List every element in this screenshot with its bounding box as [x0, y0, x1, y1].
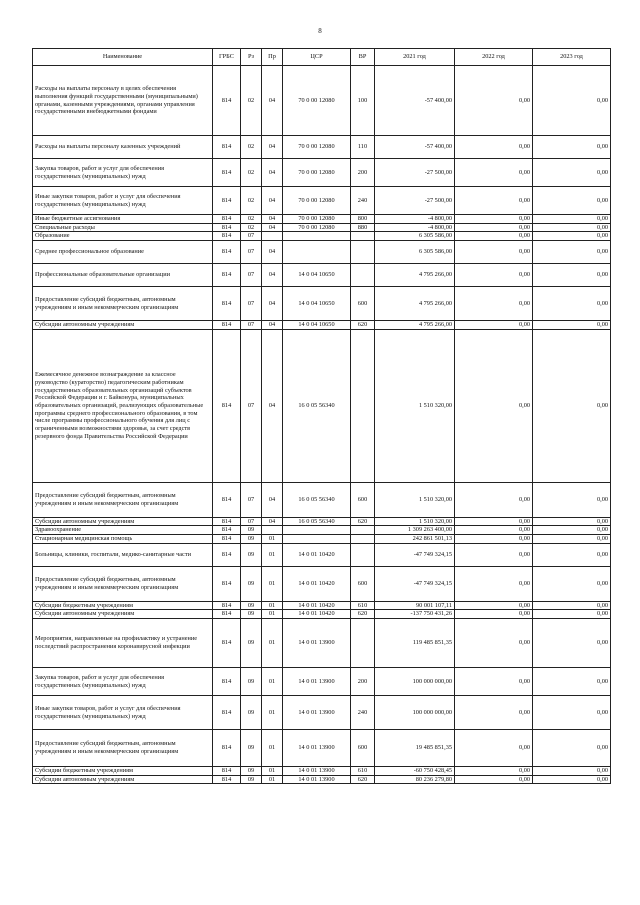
- cell-csr: 14 0 01 10420: [283, 601, 351, 610]
- cell-vr: [351, 543, 375, 566]
- cell-2023: 0,00: [533, 543, 611, 566]
- cell-2023: 0,00: [533, 619, 611, 668]
- cell-rz: 09: [241, 610, 262, 619]
- cell-2021: 19 485 851,35: [375, 730, 455, 767]
- cell-rz: 09: [241, 543, 262, 566]
- cell-2022: 0,00: [455, 526, 533, 535]
- cell-name: Образование: [33, 232, 213, 241]
- cell-pr: 04: [262, 241, 283, 264]
- header-2023: 2023 год: [533, 49, 611, 66]
- cell-name: Стационарная медицинская помощь: [33, 535, 213, 544]
- cell-2021: 4 795 266,00: [375, 287, 455, 321]
- cell-name: Закупка товаров, работ и услуг для обеспечения государственных (муниципальных) нужд: [33, 159, 213, 187]
- cell-grbs: 814: [213, 601, 241, 610]
- cell-2023: 0,00: [533, 321, 611, 330]
- table-row: [33, 136, 611, 159]
- cell-2023: 0,00: [533, 187, 611, 215]
- header-grbs: ГРБС: [213, 49, 241, 66]
- cell-2022: 0,00: [455, 223, 533, 232]
- cell-grbs: 814: [213, 610, 241, 619]
- cell-csr: 14 0 01 13900: [283, 767, 351, 776]
- cell-rz: 09: [241, 619, 262, 668]
- cell-name: Ежемесячное денежное вознаграждение за классное руководство (кураторство) педагогическим работникам государственных образовательных организаций субъектов Российской Федерации и г. Байконура, муниципальных образовательных организаций, реализующих образовательные программы среднего профессионального образования, в том числе программы профессионального обучения для лиц с ограниченными возможностями здоровья, за счет средств резервного фонда Правительства Российской Федерации: [33, 329, 213, 482]
- cell-2021: -137 750 431,26: [375, 610, 455, 619]
- cell-pr: 04: [262, 223, 283, 232]
- cell-rz: 02: [241, 159, 262, 187]
- cell-2022: 0,00: [455, 696, 533, 730]
- cell-grbs: 814: [213, 668, 241, 696]
- table-row: [33, 321, 611, 330]
- cell-csr: 70 0 00 12080: [283, 223, 351, 232]
- cell-2023: 0,00: [533, 232, 611, 241]
- table-row: [33, 223, 611, 232]
- cell-rz: 09: [241, 566, 262, 601]
- cell-grbs: 814: [213, 566, 241, 601]
- table-row: [33, 482, 611, 517]
- table-row: [33, 730, 611, 767]
- cell-2023: 0,00: [533, 517, 611, 526]
- cell-name: Иные бюджетные ассигнования: [33, 215, 213, 224]
- cell-grbs: 814: [213, 136, 241, 159]
- cell-2023: 0,00: [533, 264, 611, 287]
- cell-2022: 0,00: [455, 730, 533, 767]
- cell-csr: 70 0 00 12080: [283, 159, 351, 187]
- table-row: [33, 187, 611, 215]
- cell-vr: 620: [351, 321, 375, 330]
- cell-pr: 01: [262, 775, 283, 784]
- cell-2023: 0,00: [533, 696, 611, 730]
- cell-pr: 04: [262, 215, 283, 224]
- cell-rz: 09: [241, 767, 262, 776]
- cell-2022: 0,00: [455, 543, 533, 566]
- cell-pr: 01: [262, 610, 283, 619]
- table-row: [33, 264, 611, 287]
- cell-pr: 01: [262, 619, 283, 668]
- cell-pr: 01: [262, 730, 283, 767]
- cell-2021: -4 800,00: [375, 223, 455, 232]
- cell-2022: 0,00: [455, 517, 533, 526]
- cell-2022: 0,00: [455, 775, 533, 784]
- cell-name: Больницы, клиники, госпитали, медико-санитарные части: [33, 543, 213, 566]
- cell-vr: [351, 329, 375, 482]
- cell-name: Иные закупки товаров, работ и услуг для обеспечения государственных (муниципальных) нужд: [33, 187, 213, 215]
- cell-2023: 0,00: [533, 329, 611, 482]
- cell-vr: 110: [351, 136, 375, 159]
- cell-rz: 07: [241, 321, 262, 330]
- cell-2021: -47 749 324,15: [375, 543, 455, 566]
- table-row: [33, 66, 611, 136]
- cell-csr: 16 0 05 56340: [283, 517, 351, 526]
- cell-vr: [351, 535, 375, 544]
- cell-2021: -57 400,00: [375, 66, 455, 136]
- cell-name: Субсидии бюджетным учреждениям: [33, 767, 213, 776]
- cell-pr: 04: [262, 136, 283, 159]
- cell-2021: 4 795 266,00: [375, 264, 455, 287]
- cell-2023: 0,00: [533, 566, 611, 601]
- cell-2022: 0,00: [455, 767, 533, 776]
- table-row: [33, 610, 611, 619]
- cell-2022: 0,00: [455, 241, 533, 264]
- cell-2022: 0,00: [455, 566, 533, 601]
- cell-pr: 01: [262, 668, 283, 696]
- cell-pr: 04: [262, 517, 283, 526]
- cell-2022: 0,00: [455, 66, 533, 136]
- cell-grbs: 814: [213, 232, 241, 241]
- cell-grbs: 814: [213, 264, 241, 287]
- cell-2021: 1 309 263 400,00: [375, 526, 455, 535]
- budget-table: [32, 48, 611, 784]
- cell-csr: 14 0 01 13900: [283, 775, 351, 784]
- cell-grbs: 814: [213, 241, 241, 264]
- cell-vr: [351, 241, 375, 264]
- cell-grbs: 814: [213, 535, 241, 544]
- cell-pr: 01: [262, 767, 283, 776]
- cell-vr: 200: [351, 159, 375, 187]
- cell-rz: 07: [241, 241, 262, 264]
- cell-csr: [283, 526, 351, 535]
- table-row: [33, 526, 611, 535]
- cell-grbs: 814: [213, 321, 241, 330]
- cell-csr: 14 0 01 10420: [283, 610, 351, 619]
- cell-csr: 14 0 01 13900: [283, 619, 351, 668]
- cell-vr: [351, 619, 375, 668]
- cell-rz: 02: [241, 215, 262, 224]
- cell-2023: 0,00: [533, 223, 611, 232]
- cell-vr: 610: [351, 601, 375, 610]
- cell-2021: 90 001 107,11: [375, 601, 455, 610]
- cell-2022: 0,00: [455, 136, 533, 159]
- cell-2021: 119 485 851,35: [375, 619, 455, 668]
- cell-pr: 01: [262, 543, 283, 566]
- cell-2021: -27 500,00: [375, 159, 455, 187]
- cell-vr: 240: [351, 187, 375, 215]
- cell-csr: 70 0 00 12080: [283, 66, 351, 136]
- cell-csr: 16 0 05 56340: [283, 329, 351, 482]
- cell-2021: 100 000 000,00: [375, 696, 455, 730]
- cell-2022: 0,00: [455, 159, 533, 187]
- table-row: [33, 668, 611, 696]
- cell-rz: 07: [241, 232, 262, 241]
- cell-vr: 240: [351, 696, 375, 730]
- cell-2023: 0,00: [533, 215, 611, 224]
- cell-pr: 04: [262, 287, 283, 321]
- cell-csr: 70 0 00 12080: [283, 187, 351, 215]
- cell-pr: [262, 526, 283, 535]
- table-row: [33, 329, 611, 482]
- cell-2023: 0,00: [533, 159, 611, 187]
- cell-2021: 80 236 279,80: [375, 775, 455, 784]
- cell-rz: 09: [241, 696, 262, 730]
- cell-2023: 0,00: [533, 241, 611, 264]
- table-row: [33, 241, 611, 264]
- cell-rz: 09: [241, 668, 262, 696]
- cell-vr: 620: [351, 517, 375, 526]
- cell-2023: 0,00: [533, 287, 611, 321]
- cell-2021: -47 749 324,15: [375, 566, 455, 601]
- cell-csr: 14 0 01 13900: [283, 730, 351, 767]
- cell-2022: 0,00: [455, 482, 533, 517]
- cell-csr: 14 0 01 13900: [283, 696, 351, 730]
- cell-vr: 880: [351, 223, 375, 232]
- cell-2023: 0,00: [533, 66, 611, 136]
- cell-name: Субсидии автономным учреждениям: [33, 610, 213, 619]
- cell-grbs: 814: [213, 187, 241, 215]
- cell-2023: 0,00: [533, 775, 611, 784]
- cell-vr: 600: [351, 566, 375, 601]
- cell-csr: [283, 535, 351, 544]
- cell-rz: 02: [241, 223, 262, 232]
- table-row: [33, 543, 611, 566]
- cell-2022: 0,00: [455, 535, 533, 544]
- table-row: [33, 696, 611, 730]
- table-row: [33, 215, 611, 224]
- cell-2023: 0,00: [533, 482, 611, 517]
- cell-2022: 0,00: [455, 610, 533, 619]
- cell-pr: 04: [262, 66, 283, 136]
- cell-name: Профессиональные образовательные организации: [33, 264, 213, 287]
- cell-name: Иные закупки товаров, работ и услуг для обеспечения государственных (муниципальных) нужд: [33, 696, 213, 730]
- cell-pr: 04: [262, 329, 283, 482]
- cell-2022: 0,00: [455, 668, 533, 696]
- cell-rz: 07: [241, 264, 262, 287]
- cell-vr: [351, 264, 375, 287]
- cell-name: Субсидии автономным учреждениям: [33, 775, 213, 784]
- cell-name: Расходы на выплаты персоналу казенных учреждений: [33, 136, 213, 159]
- cell-rz: 09: [241, 526, 262, 535]
- cell-rz: 02: [241, 136, 262, 159]
- cell-rz: 09: [241, 730, 262, 767]
- table-row: [33, 775, 611, 784]
- cell-vr: [351, 232, 375, 241]
- cell-2023: 0,00: [533, 136, 611, 159]
- cell-pr: 04: [262, 321, 283, 330]
- cell-2021: -60 750 428,45: [375, 767, 455, 776]
- cell-name: Предоставление субсидий бюджетным, автономным учреждениям и иным некоммерческим организациям: [33, 730, 213, 767]
- cell-name: Субсидии автономным учреждениям: [33, 517, 213, 526]
- cell-grbs: 814: [213, 223, 241, 232]
- cell-2023: 0,00: [533, 535, 611, 544]
- cell-2021: -27 500,00: [375, 187, 455, 215]
- cell-rz: 07: [241, 287, 262, 321]
- cell-2021: 242 861 501,13: [375, 535, 455, 544]
- cell-vr: 100: [351, 66, 375, 136]
- header-2021: 2021 год: [375, 49, 455, 66]
- cell-2022: 0,00: [455, 232, 533, 241]
- cell-2022: 0,00: [455, 321, 533, 330]
- cell-2021: -4 800,00: [375, 215, 455, 224]
- cell-csr: 14 0 01 10420: [283, 543, 351, 566]
- cell-rz: 07: [241, 482, 262, 517]
- cell-rz: 02: [241, 66, 262, 136]
- cell-csr: 14 0 01 13900: [283, 668, 351, 696]
- cell-pr: 04: [262, 482, 283, 517]
- table-row: [33, 566, 611, 601]
- cell-2022: 0,00: [455, 264, 533, 287]
- cell-pr: 04: [262, 264, 283, 287]
- cell-pr: 01: [262, 696, 283, 730]
- cell-rz: 09: [241, 601, 262, 610]
- cell-2021: 6 305 586,00: [375, 232, 455, 241]
- cell-grbs: 814: [213, 66, 241, 136]
- cell-grbs: 814: [213, 287, 241, 321]
- header-rz: Рз: [241, 49, 262, 66]
- cell-pr: 01: [262, 601, 283, 610]
- header-csr: ЦСР: [283, 49, 351, 66]
- cell-grbs: 814: [213, 159, 241, 187]
- cell-vr: 800: [351, 215, 375, 224]
- cell-csr: 14 0 01 10420: [283, 566, 351, 601]
- cell-csr: 14 0 04 10650: [283, 287, 351, 321]
- cell-pr: 01: [262, 535, 283, 544]
- table-row: [33, 287, 611, 321]
- cell-name: Расходы на выплаты персоналу в целях обеспечения выполнения функций государственными (муниципальными) органами, казенными учреждениями, органами управления государственными внебюджетными фондами: [33, 66, 213, 136]
- cell-2021: 6 305 586,00: [375, 241, 455, 264]
- table-header-row: [33, 49, 611, 66]
- cell-grbs: 814: [213, 619, 241, 668]
- cell-2021: 1 510 320,00: [375, 517, 455, 526]
- cell-rz: 07: [241, 329, 262, 482]
- cell-rz: 09: [241, 535, 262, 544]
- table-row: [33, 601, 611, 610]
- cell-csr: 16 0 05 56340: [283, 482, 351, 517]
- cell-rz: 07: [241, 517, 262, 526]
- cell-name: Субсидии бюджетным учреждениям: [33, 601, 213, 610]
- cell-name: Предоставление субсидий бюджетным, автономным учреждениям и иным некоммерческим организациям: [33, 287, 213, 321]
- cell-name: Мероприятия, направленные на профилактику и устранение последствий распространения коронавирусной инфекции: [33, 619, 213, 668]
- cell-name: Субсидии автономным учреждениям: [33, 321, 213, 330]
- cell-grbs: 814: [213, 329, 241, 482]
- cell-2021: 4 795 266,00: [375, 321, 455, 330]
- cell-vr: 620: [351, 610, 375, 619]
- header-pr: Пр: [262, 49, 283, 66]
- cell-vr: 600: [351, 730, 375, 767]
- cell-name: Предоставление субсидий бюджетным, автономным учреждениям и иным некоммерческим организациям: [33, 566, 213, 601]
- cell-grbs: 814: [213, 526, 241, 535]
- page-number: 8: [318, 27, 322, 35]
- cell-2023: 0,00: [533, 668, 611, 696]
- cell-csr: 70 0 00 12080: [283, 136, 351, 159]
- table-row: [33, 159, 611, 187]
- cell-2021: 1 510 320,00: [375, 329, 455, 482]
- cell-vr: 620: [351, 775, 375, 784]
- cell-vr: 610: [351, 767, 375, 776]
- cell-vr: 200: [351, 668, 375, 696]
- cell-2023: 0,00: [533, 610, 611, 619]
- cell-csr: 14 0 04 10650: [283, 264, 351, 287]
- cell-rz: 09: [241, 775, 262, 784]
- table-row: [33, 767, 611, 776]
- cell-2022: 0,00: [455, 601, 533, 610]
- cell-2021: 1 510 320,00: [375, 482, 455, 517]
- cell-csr: [283, 232, 351, 241]
- cell-2023: 0,00: [533, 767, 611, 776]
- cell-csr: 70 0 00 12080: [283, 215, 351, 224]
- cell-csr: [283, 241, 351, 264]
- cell-grbs: 814: [213, 767, 241, 776]
- table-row: [33, 517, 611, 526]
- cell-name: Закупка товаров, работ и услуг для обеспечения государственных (муниципальных) нужд: [33, 668, 213, 696]
- header-name: Наименование: [33, 49, 213, 66]
- cell-name: Предоставление субсидий бюджетным, автономным учреждениям и иным некоммерческим организациям: [33, 482, 213, 517]
- cell-2023: 0,00: [533, 526, 611, 535]
- header-vr: ВР: [351, 49, 375, 66]
- cell-vr: 600: [351, 482, 375, 517]
- cell-2022: 0,00: [455, 187, 533, 215]
- cell-2023: 0,00: [533, 730, 611, 767]
- cell-grbs: 814: [213, 482, 241, 517]
- cell-rz: 02: [241, 187, 262, 215]
- table-body: [33, 66, 611, 784]
- cell-pr: 04: [262, 187, 283, 215]
- cell-pr: 04: [262, 159, 283, 187]
- cell-grbs: 814: [213, 730, 241, 767]
- cell-2022: 0,00: [455, 329, 533, 482]
- cell-vr: 600: [351, 287, 375, 321]
- cell-csr: 14 0 04 10650: [283, 321, 351, 330]
- cell-2022: 0,00: [455, 619, 533, 668]
- cell-name: Здравоохранение: [33, 526, 213, 535]
- table-row: [33, 619, 611, 668]
- cell-grbs: 814: [213, 215, 241, 224]
- cell-grbs: 814: [213, 517, 241, 526]
- cell-2022: 0,00: [455, 215, 533, 224]
- cell-name: Специальные расходы: [33, 223, 213, 232]
- cell-2023: 0,00: [533, 601, 611, 610]
- header-2022: 2022 год: [455, 49, 533, 66]
- cell-pr: [262, 232, 283, 241]
- cell-2021: 100 000 000,00: [375, 668, 455, 696]
- cell-grbs: 814: [213, 696, 241, 730]
- table-row: [33, 535, 611, 544]
- cell-pr: 01: [262, 566, 283, 601]
- table-row: [33, 232, 611, 241]
- cell-2021: -57 400,00: [375, 136, 455, 159]
- cell-name: Среднее профессиональное образование: [33, 241, 213, 264]
- cell-grbs: 814: [213, 775, 241, 784]
- cell-grbs: 814: [213, 543, 241, 566]
- cell-2022: 0,00: [455, 287, 533, 321]
- cell-vr: [351, 526, 375, 535]
